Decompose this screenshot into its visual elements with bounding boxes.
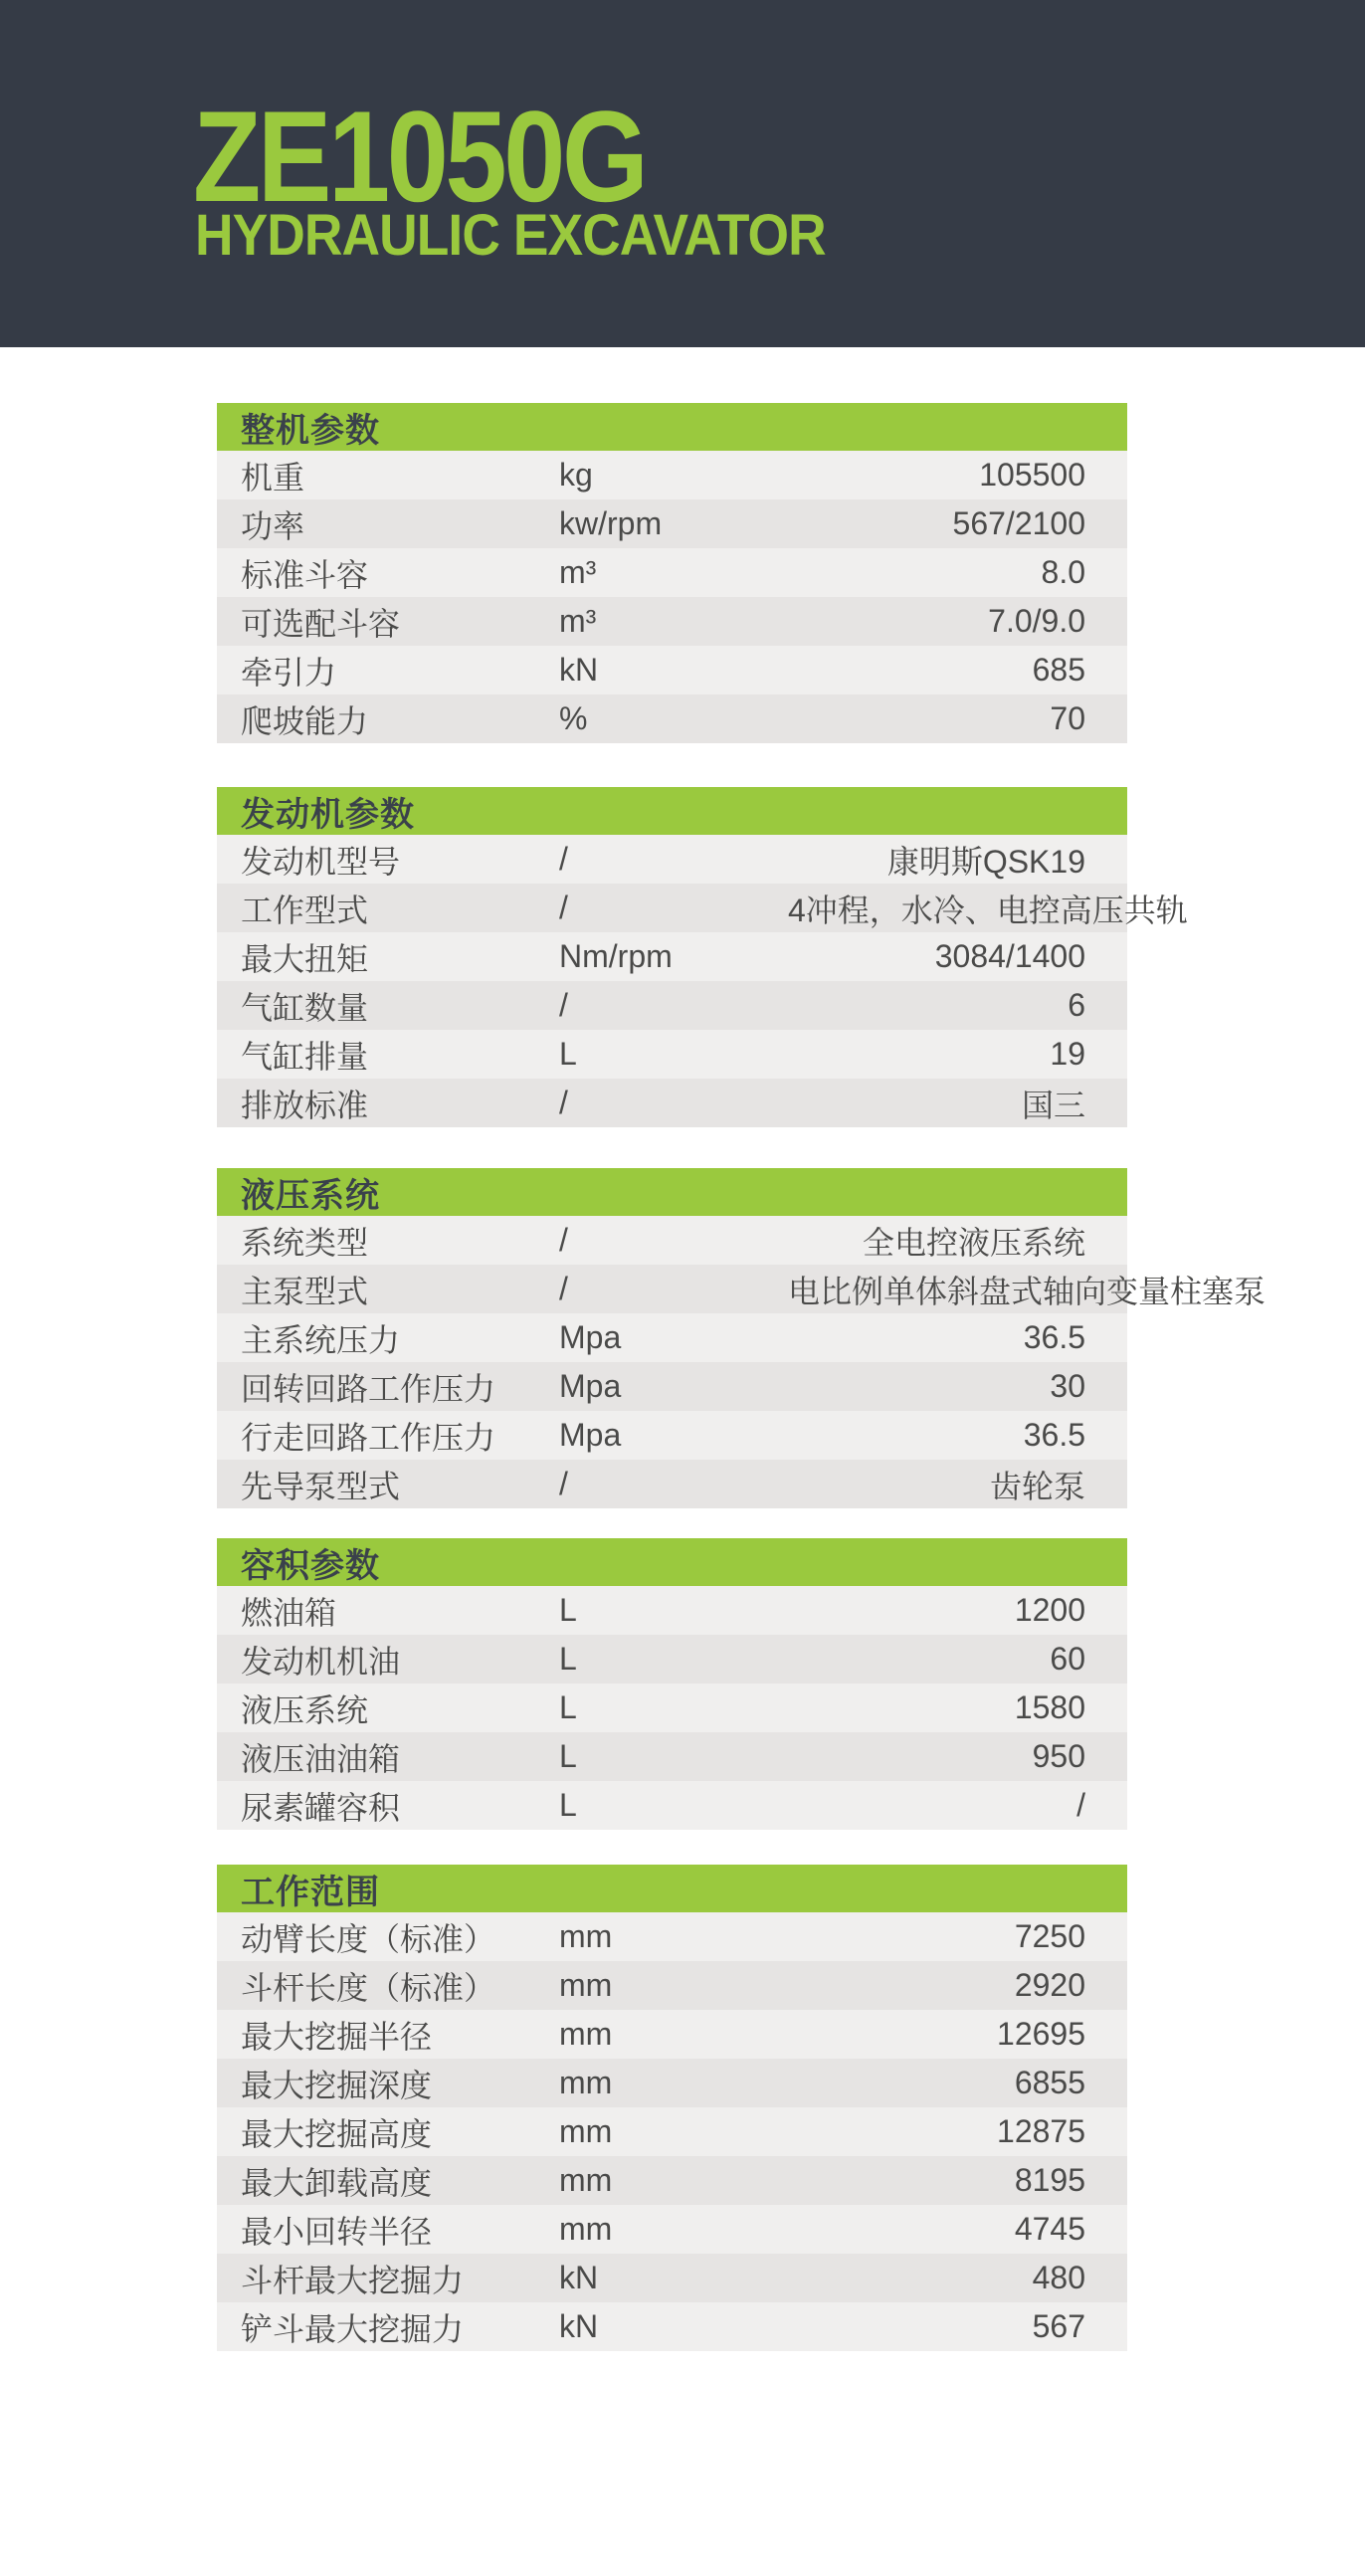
param-value: 60 (1050, 1641, 1085, 1677)
param-label: 爬坡能力 (241, 702, 369, 739)
param-value: 70 (1050, 700, 1085, 736)
table-row (217, 835, 1127, 884)
param-unit: mm (559, 2113, 613, 2149)
param-label: 牵引力 (241, 654, 337, 691)
table-row (217, 981, 1127, 1030)
param-unit: / (559, 1085, 568, 1120)
param-label: 系统类型 (241, 1224, 369, 1261)
param-value: 1200 (1014, 1592, 1085, 1628)
table-row (217, 2059, 1127, 2107)
param-unit: Nm/rpm (559, 938, 673, 974)
spec-section (217, 1538, 1127, 1830)
param-unit: mm (559, 2211, 613, 2247)
spec-tables (0, 403, 1365, 2351)
param-value: 567/2100 (952, 505, 1085, 541)
section-rows (217, 451, 1127, 743)
param-value: 8195 (1014, 2162, 1085, 2198)
param-value: 4冲程，水冷、电控高压共轨 (788, 892, 1188, 928)
param-label: 斗杆最大挖掘力 (241, 2262, 465, 2298)
param-value: 康明斯QSK19 (886, 843, 1085, 880)
param-label: 标准斗容 (241, 556, 369, 593)
section-rows (217, 1586, 1127, 1830)
param-value: 6 (1068, 987, 1085, 1023)
param-unit: / (559, 890, 568, 925)
param-unit: / (559, 1466, 568, 1501)
param-unit: kw/rpm (559, 505, 663, 541)
param-value: 4745 (1014, 2211, 1085, 2247)
section-title-bar (217, 1168, 1127, 1216)
table-row (217, 1586, 1127, 1635)
param-value: 12695 (997, 2016, 1085, 2052)
param-unit: % (559, 700, 588, 736)
param-label: 排放标准 (241, 1087, 369, 1123)
param-label: 最大挖掘高度 (241, 2115, 433, 2152)
param-unit: L (559, 1641, 577, 1677)
param-unit: kN (559, 2308, 599, 2344)
param-unit: Mpa (559, 1319, 622, 1355)
table-row (217, 1961, 1127, 2010)
table-row (217, 1411, 1127, 1460)
table-row (217, 1030, 1127, 1079)
table-row (217, 1313, 1127, 1362)
param-value: 12875 (997, 2113, 1085, 2149)
table-row (217, 1732, 1127, 1781)
param-label: 机重 (241, 459, 305, 495)
param-value: 36.5 (1023, 1417, 1085, 1453)
param-unit: kg (559, 457, 593, 493)
param-value: 8.0 (1041, 554, 1085, 590)
param-value: 19 (1050, 1036, 1085, 1072)
table-row (217, 2302, 1127, 2351)
param-value: 480 (1032, 2260, 1085, 2295)
param-unit: / (559, 1222, 568, 1258)
param-label: 主泵型式 (241, 1273, 369, 1309)
param-label: 回转回路工作压力 (241, 1370, 496, 1407)
param-label: 主系统压力 (241, 1321, 401, 1358)
param-value: 1580 (1014, 1689, 1085, 1725)
table-row (217, 932, 1127, 981)
param-label: 最小回转半径 (241, 2213, 433, 2250)
param-value: 105500 (979, 457, 1085, 493)
table-row (217, 1265, 1267, 1313)
table-row (217, 499, 1127, 548)
param-value: 30 (1050, 1368, 1085, 1404)
param-value: 36.5 (1023, 1319, 1085, 1355)
param-unit: L (559, 1689, 577, 1725)
table-row (217, 1684, 1127, 1732)
param-value: 国三 (1021, 1087, 1085, 1123)
table-row (217, 2156, 1127, 2205)
spec-section (217, 403, 1127, 743)
param-value: 电比例单体斜盘式轴向变量柱塞泵 (788, 1273, 1267, 1309)
param-label: 先导泵型式 (241, 1468, 401, 1504)
param-label: 液压系统 (241, 1691, 369, 1728)
param-label: 最大挖掘半径 (241, 2018, 433, 2055)
table-row (217, 1781, 1127, 1830)
param-value: 齿轮泵 (989, 1468, 1085, 1504)
table-row (217, 1079, 1127, 1127)
param-label: 动臂长度（标准） (241, 1920, 496, 1957)
section-title: 发动机参数 (241, 795, 415, 834)
table-row (217, 2010, 1127, 2059)
table-row (217, 2107, 1127, 2156)
param-value: 685 (1032, 652, 1085, 688)
param-value: / (1076, 1787, 1085, 1823)
spec-section (217, 787, 1188, 1127)
param-value: 7250 (1014, 1918, 1085, 1954)
table-row (217, 2205, 1127, 2254)
param-unit: mm (559, 1918, 613, 1954)
param-unit: mm (559, 2016, 613, 2052)
section-title-bar (217, 787, 1127, 835)
table-row (217, 2254, 1127, 2302)
param-unit: mm (559, 1967, 613, 2003)
param-label: 发动机机油 (241, 1643, 401, 1680)
param-label: 燃油箱 (241, 1594, 337, 1631)
param-label: 最大卸载高度 (241, 2164, 433, 2201)
param-unit: m³ (559, 603, 597, 639)
param-label: 工作型式 (241, 892, 369, 928)
param-value: 567 (1032, 2308, 1085, 2344)
section-rows (217, 835, 1188, 1127)
param-value: 3084/1400 (934, 938, 1085, 974)
spec-section (217, 1168, 1267, 1508)
param-unit: m³ (559, 554, 597, 590)
param-label: 功率 (241, 507, 305, 544)
param-label: 最大扭矩 (241, 940, 369, 977)
section-rows (217, 1216, 1267, 1508)
param-label: 可选配斗容 (241, 605, 401, 642)
param-unit: L (559, 1592, 577, 1628)
section-title: 容积参数 (241, 1546, 380, 1585)
section-title: 工作范围 (241, 1873, 380, 1911)
table-row (217, 1460, 1127, 1508)
param-value: 2920 (1014, 1967, 1085, 2003)
model-name: ZE1050G (193, 84, 646, 229)
section-title-bar (217, 1865, 1127, 1912)
table-row (217, 597, 1127, 646)
table-row (217, 646, 1127, 694)
param-unit: Mpa (559, 1417, 622, 1453)
spec-section (217, 1865, 1127, 2351)
param-label: 液压油油箱 (241, 1740, 401, 1777)
table-row (217, 1216, 1127, 1265)
brand-header (0, 0, 1365, 347)
param-unit: Mpa (559, 1368, 622, 1404)
section-title: 液压系统 (241, 1176, 380, 1215)
param-unit: L (559, 1738, 577, 1774)
param-label: 最大挖掘深度 (241, 2067, 433, 2103)
table-row (217, 884, 1188, 932)
table-row (217, 1362, 1127, 1411)
param-label: 气缸排量 (241, 1038, 369, 1075)
table-row (217, 451, 1127, 499)
param-value: 全电控液压系统 (862, 1224, 1085, 1261)
param-unit: mm (559, 2065, 613, 2100)
param-label: 发动机型号 (241, 843, 401, 880)
param-label: 行走回路工作压力 (241, 1419, 496, 1456)
section-title-bar (217, 1538, 1127, 1586)
section-title: 整机参数 (241, 411, 380, 450)
param-label: 气缸数量 (241, 989, 369, 1026)
param-unit: L (559, 1036, 577, 1072)
section-title-bar (217, 403, 1127, 451)
param-label: 尿素罐容积 (241, 1789, 401, 1826)
table-row (217, 694, 1127, 743)
param-unit: mm (559, 2162, 613, 2198)
table-row (217, 1912, 1127, 1961)
table-row (217, 548, 1127, 597)
param-value: 6855 (1014, 2065, 1085, 2100)
param-unit: / (559, 1271, 568, 1306)
param-unit: kN (559, 652, 599, 688)
param-unit: / (559, 841, 568, 877)
param-unit: L (559, 1787, 577, 1823)
model-subtitle: HYDRAULIC EXCAVATOR (195, 203, 826, 268)
section-rows (217, 1912, 1127, 2351)
param-value: 7.0/9.0 (988, 603, 1085, 639)
param-value: 950 (1032, 1738, 1085, 1774)
param-unit: kN (559, 2260, 599, 2295)
param-label: 铲斗最大挖掘力 (241, 2310, 465, 2347)
param-unit: / (559, 987, 568, 1023)
table-row (217, 1635, 1127, 1684)
param-label: 斗杆长度（标准） (241, 1969, 496, 2006)
